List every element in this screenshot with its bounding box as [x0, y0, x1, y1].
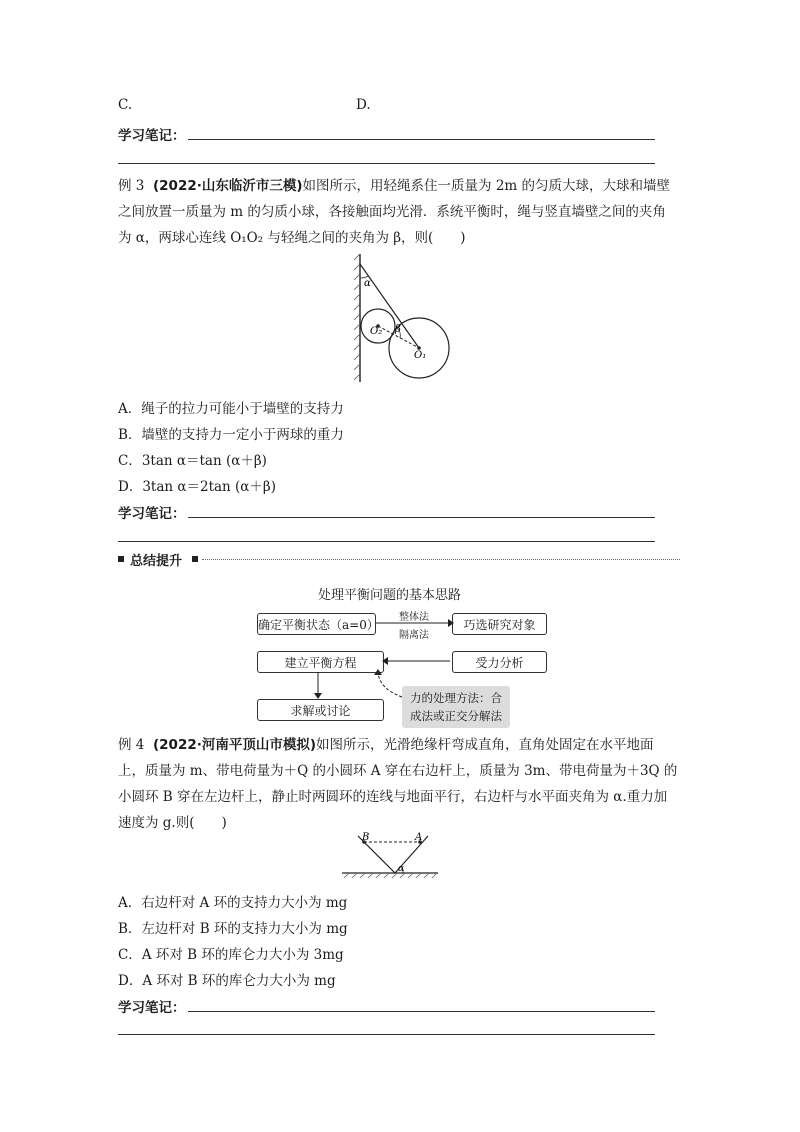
example-4-figure — [340, 830, 440, 884]
arrow-label-whole: 整体法 — [399, 612, 429, 623]
notes-line — [188, 139, 655, 140]
alpha-label: α — [364, 278, 371, 289]
example-4-text: 如图所示，光滑绝缘杆弯成直角，直角处固定在水平地面上，质量为 m、带电荷量为＋Q 的小圆环 A 穿在右边杆上，质量为 3m、带电荷量为＋3Q 的小圆环 B 穿在左边杆上，静止时两圆环的连线与地面平行，右边杆与水平面夹角为 α.重力加速度为 g.则( ) — [118, 737, 678, 831]
example-4-option-d: D．A 环对 B 环的库仑力大小为 mg — [118, 973, 336, 989]
example-4-option-b: B．左边杆对 B 环的支持力大小为 mg — [118, 921, 348, 937]
example-3-source: (2022·山东临沂市三模) — [152, 178, 303, 194]
notes-line — [118, 1034, 655, 1035]
box-select-object: 巧选研究对象 — [452, 613, 547, 635]
ring-b-label: B — [362, 832, 370, 843]
box-solve: 求解或讨论 — [257, 699, 384, 721]
example-4-source: (2022·河南平顶山市模拟) — [152, 737, 317, 753]
notes-line — [188, 1011, 655, 1012]
beta-label: β — [395, 324, 401, 335]
method-note-line-2: 成法或正交分解法 — [410, 709, 502, 723]
summary-divider — [202, 559, 680, 560]
notes-label: 学习笔记： — [118, 128, 186, 144]
option-c: C. — [118, 97, 133, 113]
summary-header — [118, 552, 680, 569]
notes-label: 学习笔记： — [118, 506, 186, 522]
summary-bullet-icon — [192, 556, 198, 562]
example-3-text: 如图所示，用轻绳系住一质量为 2m 的匀质大球，大球和墙壁之间放置一质量为 m 的匀质小球，各接触面均光滑．系统平衡时，绳与竖直墙壁之间的夹角为 α，两球心连线 O₁O₂ 与轻绳之间的夹角为 β，则( ) — [118, 178, 671, 246]
example-3-option-a: A．绳子的拉力可能小于墙壁的支持力 — [118, 401, 344, 417]
example-3-option-b: B．墙壁的支持力一定小于两球的重力 — [118, 427, 344, 443]
example-3-option-c: C．3tan α＝tan (α＋β) — [118, 453, 267, 469]
example-4-stem — [118, 732, 678, 836]
option-d: D. — [356, 97, 371, 113]
notes-label: 学习笔记： — [118, 1000, 186, 1016]
alpha-label: α — [398, 864, 405, 874]
example-3-option-d: D．3tan α＝2tan (α＋β) — [118, 479, 276, 495]
method-note-line-1: 力的处理方法：合 — [410, 691, 502, 705]
arrow-label-isolate: 隔离法 — [399, 630, 429, 641]
o2-label: O₂ — [370, 326, 383, 337]
notes-line — [118, 541, 655, 542]
summary-label: 总结提升 — [130, 554, 183, 569]
ring-a-label: A — [415, 832, 423, 843]
box-equation: 建立平衡方程 — [257, 651, 384, 673]
example-4-option-c: C．A 环对 B 环的库仑力大小为 3mg — [118, 947, 344, 963]
notes-line — [188, 517, 655, 518]
method-note — [402, 686, 510, 728]
example-4-label: 例 4 — [118, 737, 145, 753]
example-4-option-a: A．右边杆对 A 环的支持力大小为 mg — [118, 895, 348, 911]
box-force-analysis: 受力分析 — [452, 651, 547, 673]
o1-label: O₁ — [414, 350, 427, 361]
notes-line — [118, 163, 655, 164]
flow-title: 处理平衡问题的基本思路 — [318, 588, 462, 603]
example-3-stem — [118, 173, 678, 251]
example-3-label: 例 3 — [118, 178, 145, 194]
summary-bullet-icon — [118, 556, 124, 562]
box-determine-state: 确定平衡状态（a=0） — [257, 613, 376, 635]
example-3-figure — [345, 252, 455, 384]
